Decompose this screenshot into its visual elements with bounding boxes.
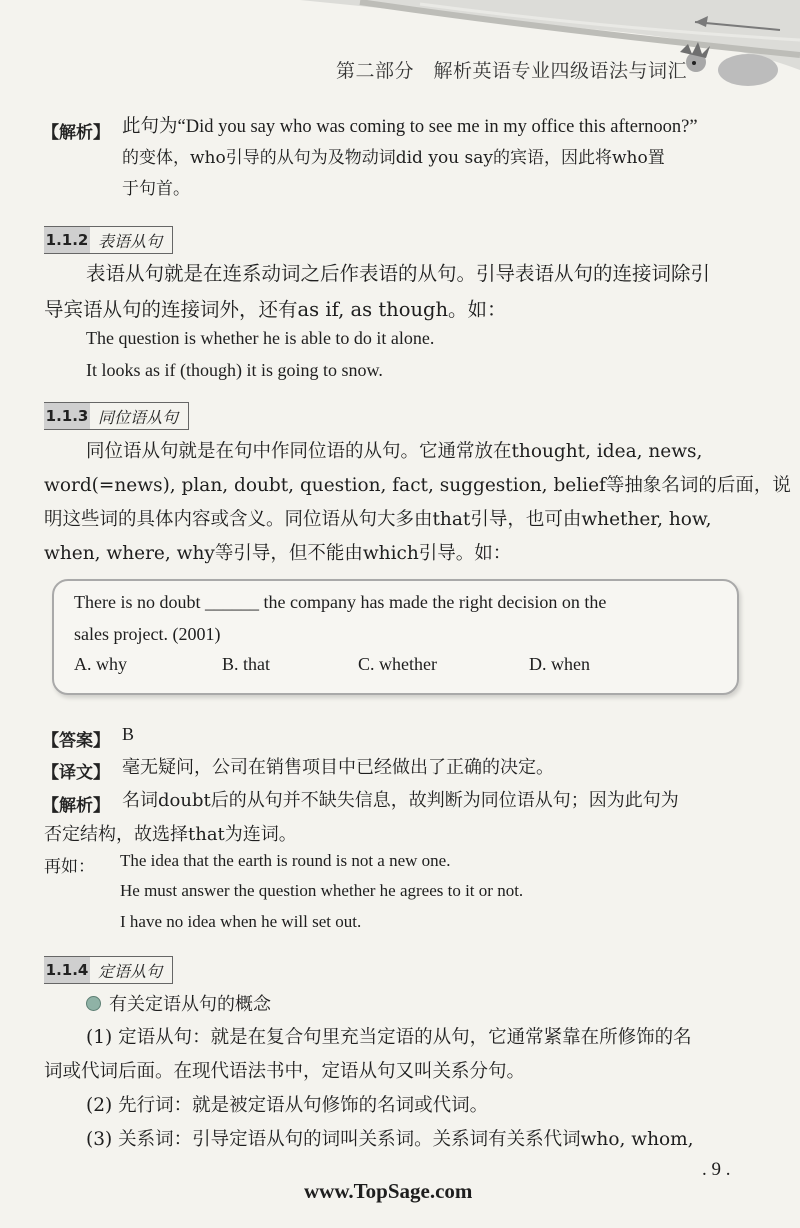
definition-line: (2) 先行词：就是被定语从句修饰的名词或代词。 bbox=[86, 1095, 489, 1116]
answer-value: B bbox=[122, 724, 135, 744]
definition-line: (1) 定语从句：就是在复合句里充当定语的从句，它通常紧靠在所修饰的名 bbox=[86, 1027, 692, 1048]
more-examples-label: 再如： bbox=[44, 857, 95, 877]
analysis-line: 否定结构，故选择that为连词。 bbox=[44, 824, 297, 845]
paragraph-line: 明这些词的具体内容或含义。同位语从句大多由that引导，也可由whether, how, bbox=[44, 509, 712, 530]
paragraph-line: word(=news), plan, doubt, question, fact, suggestion, belief等抽象名词的后面，说 bbox=[44, 475, 791, 496]
section-title: 定语从句 bbox=[98, 961, 163, 981]
header-title: 第二部分 解析英语专业四级语法与词汇 bbox=[336, 60, 688, 82]
analysis-tag: 【解析】 bbox=[42, 123, 110, 143]
exercise-question: There is no doubt ______ the company has made the right decision on the bbox=[74, 592, 607, 612]
analysis-tag: 【解析】 bbox=[42, 796, 110, 816]
section-number: 1.1.3 bbox=[45, 407, 89, 425]
example-sentence: It looks as if (though) it is going to snow. bbox=[86, 360, 383, 380]
paragraph-line: 同位语从句就是在句中作同位语的从句。它通常放在thought, idea, news, bbox=[86, 441, 703, 462]
analysis-line: 名词doubt后的从句并不缺失信息，故判断为同位语从句；因为此句为 bbox=[122, 790, 679, 811]
option-c: C. whether bbox=[358, 654, 437, 674]
section-label-1-1-3 bbox=[44, 402, 189, 430]
bullet-text: 有关定语从句的概念 bbox=[109, 994, 271, 1015]
bullet-heading bbox=[86, 990, 271, 1016]
answer-tag: 【答案】 bbox=[42, 731, 110, 751]
analysis-line: 的变体，who引导的从句为及物动词did you say的宾语，因此将who置 bbox=[122, 148, 665, 168]
option-d: D. when bbox=[529, 654, 590, 674]
definition-line: 词或代词后面。在现代语法书中，定语从句又叫关系分句。 bbox=[44, 1061, 526, 1082]
paragraph-line: when, where, why等引导，但不能由which引导。如： bbox=[44, 543, 512, 564]
exercise-question: sales project. (2001) bbox=[74, 624, 221, 644]
analysis-block bbox=[122, 112, 698, 205]
section-title: 表语从句 bbox=[98, 231, 163, 251]
section-title: 同位语从句 bbox=[98, 407, 179, 427]
translation-tag: 【译文】 bbox=[42, 763, 110, 783]
section-label-1-1-2 bbox=[44, 226, 173, 254]
section-label-1-1-4 bbox=[44, 956, 173, 984]
definition-line: (3) 关系词：引导定语从句的词叫关系词。关系词有关系代词who, whom, bbox=[86, 1129, 694, 1150]
example-sentence: I have no idea when he will set out. bbox=[120, 912, 362, 931]
example-sentence: He must answer the question whether he agrees to it or not. bbox=[120, 881, 524, 900]
analysis-line: 此句为“Did you say who was coming to see me in my office this afternoon?” bbox=[122, 117, 698, 137]
section-number: 1.1.4 bbox=[45, 961, 89, 979]
analysis-line: 于句首。 bbox=[122, 179, 190, 199]
page-number: . 9 . bbox=[702, 1159, 731, 1180]
translation-text: 毫无疑问，公司在销售项目中已经做出了正确的决定。 bbox=[122, 757, 554, 778]
example-sentence: The question is whether he is able to do it alone. bbox=[86, 328, 435, 348]
example-sentence: The idea that the earth is round is not a new one. bbox=[120, 851, 451, 870]
bullet-circle-icon bbox=[86, 996, 101, 1011]
paragraph-line: 导宾语从句的连接词外，还有as if, as though。如： bbox=[44, 298, 507, 321]
footer-url: www.TopSage.com bbox=[304, 1179, 473, 1203]
paragraph-line: 表语从句就是在连系动词之后作表语的从句。引导表语从句的连接词除引 bbox=[86, 262, 711, 285]
option-b: B. that bbox=[222, 654, 270, 674]
section-number: 1.1.2 bbox=[45, 231, 89, 249]
option-a: A. why bbox=[74, 654, 127, 674]
